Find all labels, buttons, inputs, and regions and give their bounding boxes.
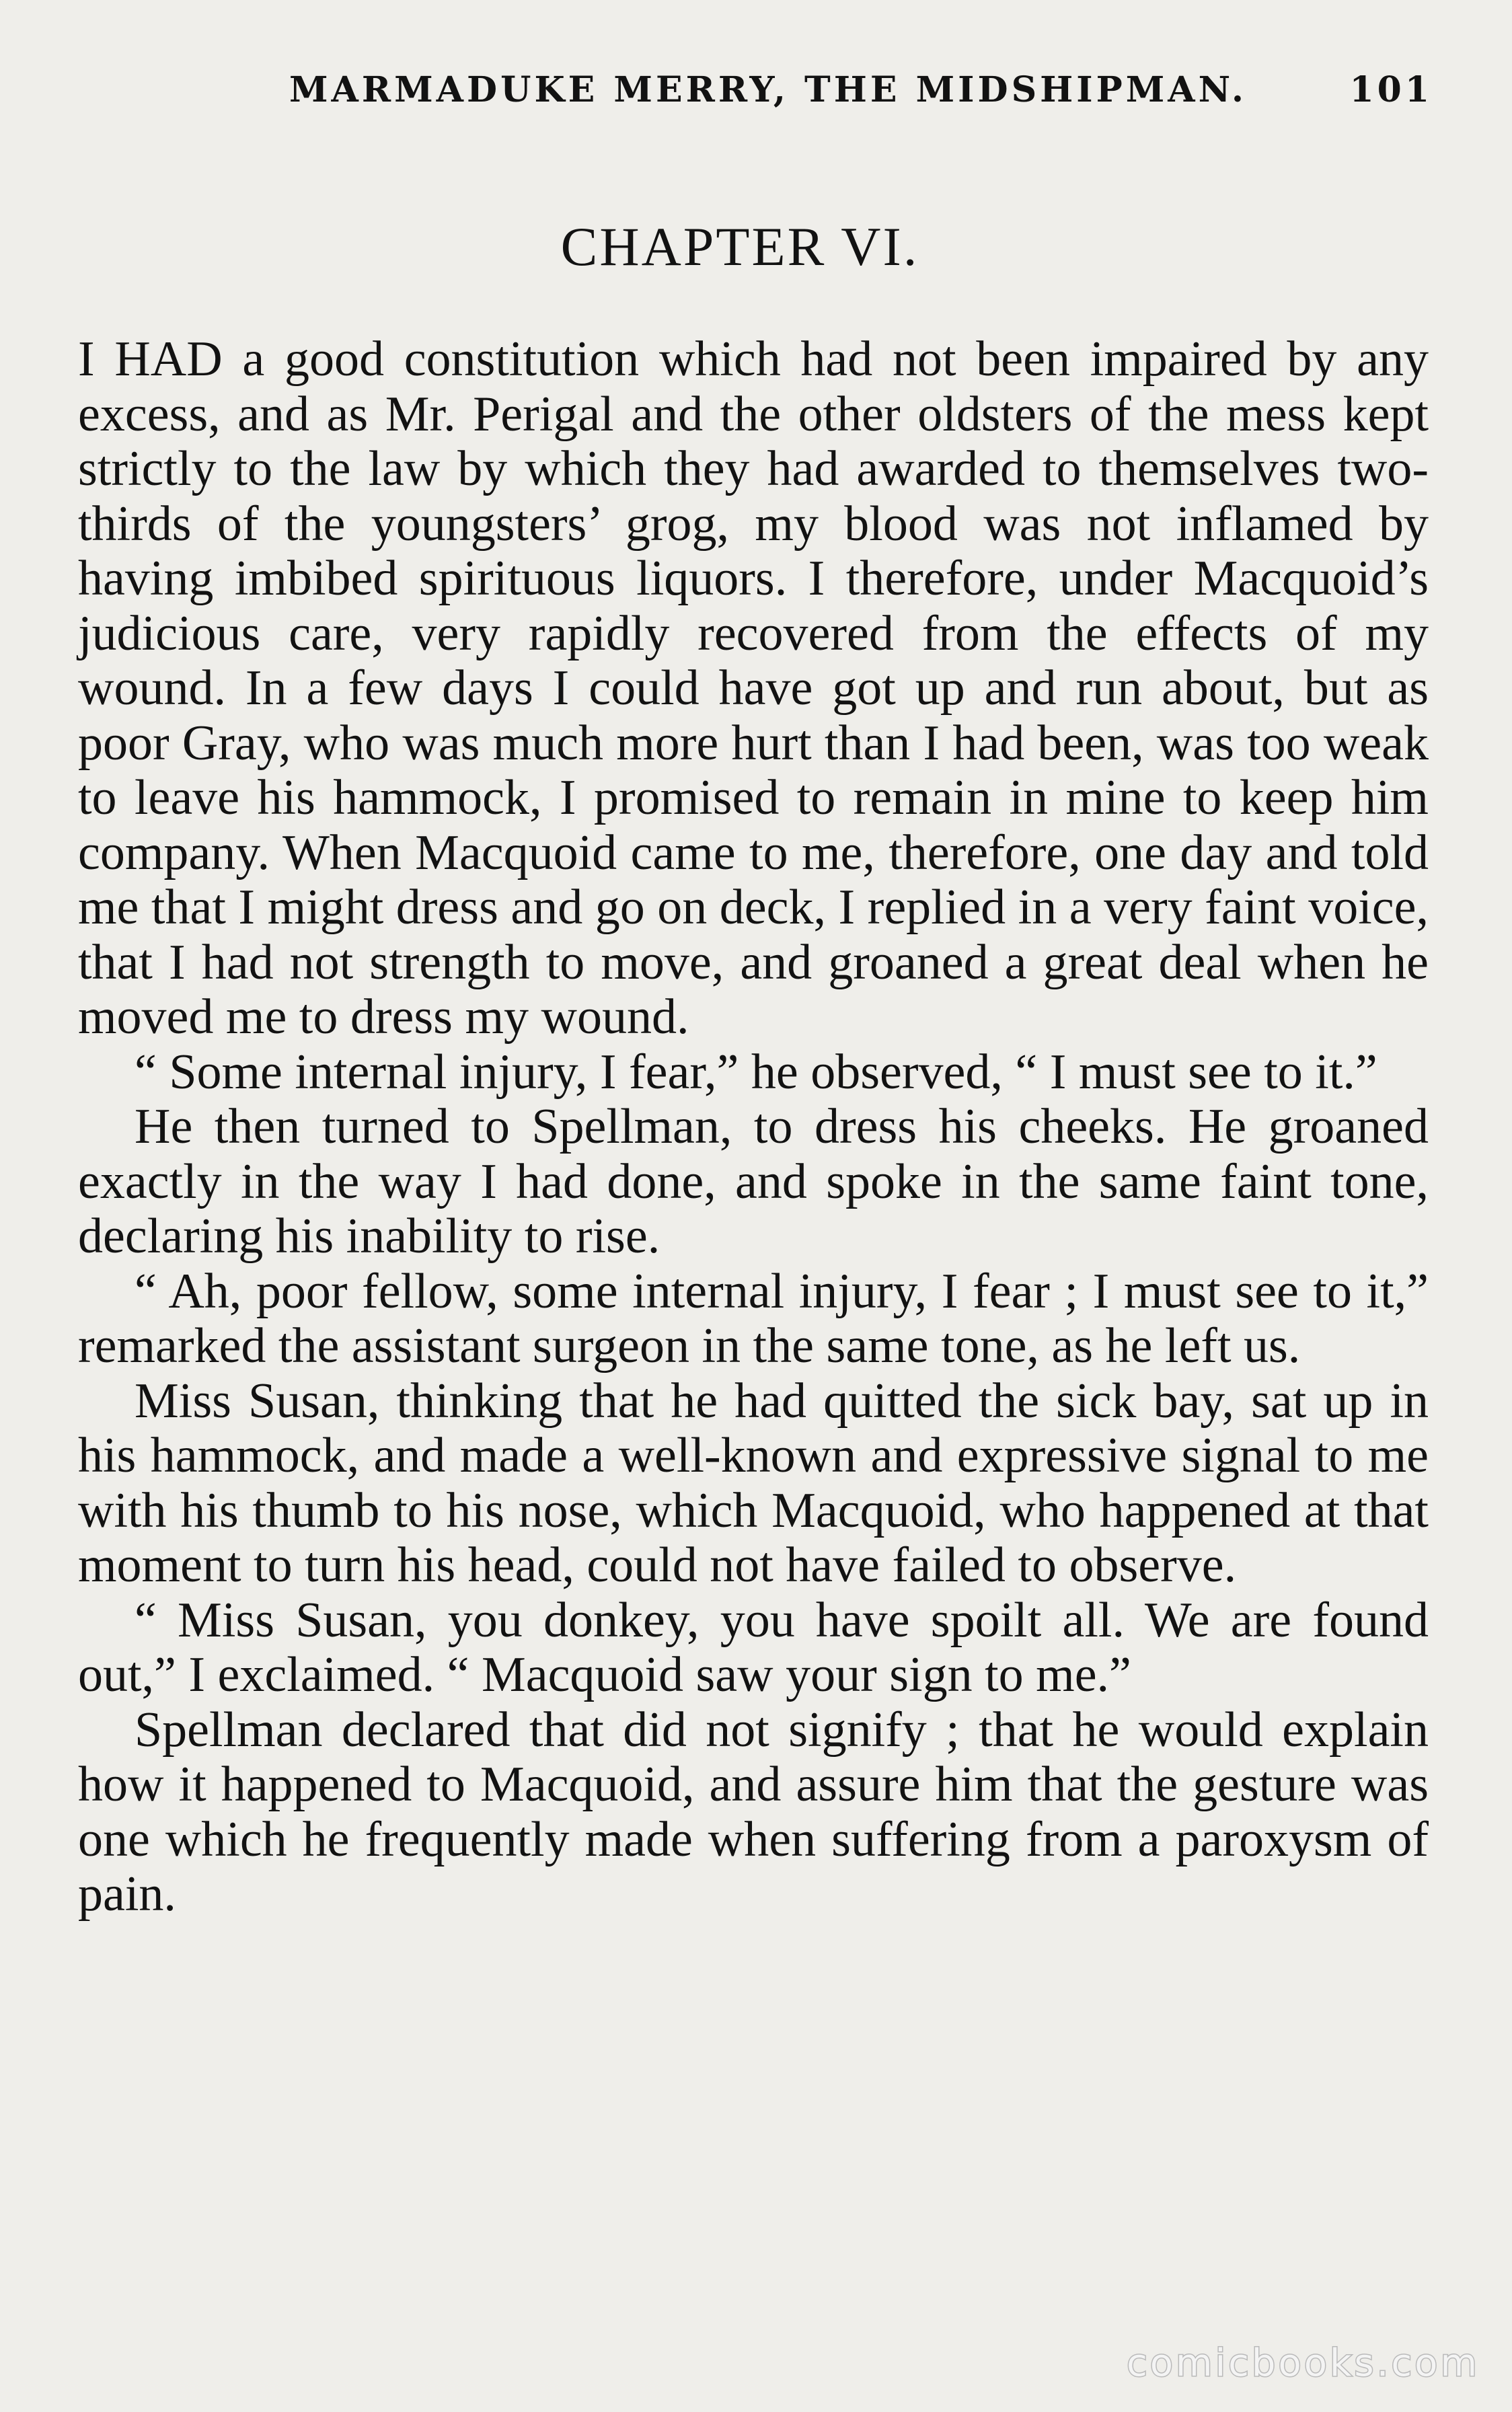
body-text — [78, 332, 1429, 1922]
paragraph-text: a good constitution which had not been impaired by any excess, and as Mr. Perigal and the other oldsters of the mess kept strictly to the law by which they had awarded to themselves two-thirds of the youngsters’ grog, my blood was not inflamed by having imbibed spirituous liquors. I therefore, under Macquoid’s judicious care, very rapidly recovered from the effects of my wound. In a few days I could have got up and run about, but as poor Gray, who was much more hurt than I had been, was too weak to leave his hammock, I promised to remain in mine to keep him company. When Macquoid came to me, therefore, one day and told me that I might dress and go on deck, I replied in a very faint voice, that I had not strength to move, and groaned a great deal when he moved me to dress my wound. — [78, 332, 1429, 1045]
paragraph-2: “ Some internal injury, I fear,” he observed, “ I must see to it.” — [135, 1044, 1377, 1100]
paragraph-7: Spellman declared that did not signify ; that he would explain how it happened to Macquoid, and assure him that the gesture was one which he frequently made when suffering from a paroxysm of pain. — [78, 1702, 1429, 1922]
chapter-title: CHAPTER VI. — [560, 216, 919, 277]
paragraph-1 — [78, 332, 1429, 1045]
paragraph-4: “ Ah, poor fellow, some internal injury, I fear ; I must see to it,” remarked the assistant surgeon in the same tone, as he left us. — [78, 1263, 1429, 1373]
paragraph-lead: I HAD — [78, 332, 223, 387]
paragraph-3: He then turned to Spellman, to dress his cheeks. He groaned exactly in the way I had done, and spoke in the same faint tone, declaring his inability to rise. — [78, 1099, 1429, 1264]
watermark: comicbooks.com — [1126, 2341, 1480, 2385]
running-title: MARMADUKE MERRY, THE MIDSHIPMAN. — [289, 69, 1247, 110]
page-number: 101 — [1349, 69, 1433, 110]
paragraph-6: “ Miss Susan, you donkey, you have spoilt all. We are found out,” I exclaimed. “ Macquoid saw your sign to me.” — [78, 1592, 1429, 1702]
running-header — [289, 69, 1433, 123]
paragraph-5: Miss Susan, thinking that he had quitted the sick bay, sat up in his hammock, and made a well-known and expressive signal to me with his thumb to his nose, which Macquoid, who happened at that moment to turn his head, could not have failed to observe. — [78, 1373, 1429, 1593]
